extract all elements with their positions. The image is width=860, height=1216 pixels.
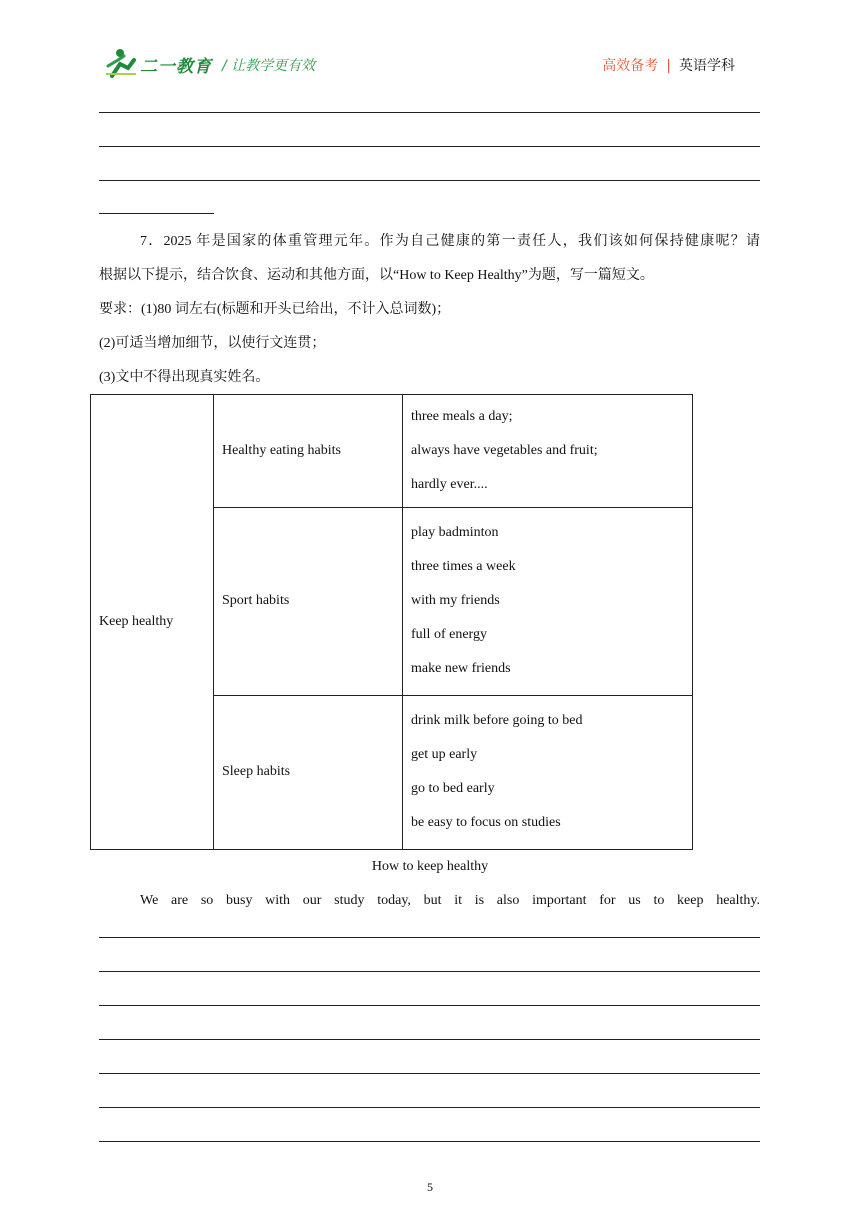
header-right: [602, 55, 735, 75]
list-item: get up early: [411, 747, 478, 763]
requirement-2: (2)可适当增加细节，以使行文连贯；: [99, 336, 326, 351]
row-label: Sport habits: [214, 508, 403, 695]
essay-title: How to keep healthy: [371, 859, 489, 874]
row-items: [403, 395, 693, 508]
requirement-3: (3)文中不得出现真实姓名。: [99, 370, 270, 385]
row-label: Healthy eating habits: [214, 395, 403, 508]
question-intro-line2: 根据以下提示，结合饮食、运动和其他方面，以“How to Keep Healthy”为题，写一篇短文。: [99, 268, 654, 283]
writing-line: [99, 1073, 760, 1074]
table-root-cell: Keep healthy: [91, 395, 214, 850]
question-number: 7．: [140, 234, 164, 249]
list-item: with my friends: [411, 593, 500, 609]
list-item: go to bed early: [411, 781, 495, 797]
list-item: be easy to focus on studies: [411, 815, 561, 831]
writing-line: [99, 1107, 760, 1108]
list-item: always have vegetables and fruit;: [411, 443, 598, 459]
list-item: three times a week: [411, 559, 516, 575]
answer-line: [99, 112, 760, 113]
page-number: 5: [427, 1180, 433, 1194]
row-label: Sleep habits: [214, 695, 403, 849]
header-separator: |: [666, 58, 671, 74]
list-item: play badminton: [411, 525, 499, 541]
page-header: [0, 0, 860, 90]
essay-opening: We are so busy with our study today, but it is also important for us to keep healthy.: [140, 893, 760, 908]
list-item: three meals a day;: [411, 409, 513, 425]
answer-line: [99, 180, 760, 181]
prompt-table: [90, 394, 693, 850]
writing-line: [99, 937, 760, 938]
row-items: [403, 508, 693, 695]
header-tag-subject: 英语学科: [679, 58, 735, 74]
list-item: drink milk before going to bed: [411, 713, 583, 729]
logo-text: 二一教育: [140, 57, 212, 77]
list-item: hardly ever....: [411, 477, 488, 493]
table-row: [91, 395, 693, 508]
question-intro-line1: [99, 225, 760, 259]
writing-line: [99, 1005, 760, 1006]
writing-line: [99, 1039, 760, 1040]
row-items: [403, 695, 693, 849]
writing-line: [99, 1141, 760, 1142]
header-slogan: / 让教学更有效: [222, 58, 316, 74]
header-tag-exam: 高效备考: [602, 58, 659, 74]
requirement-1: 要求：(1)80 词左右(标题和开头已给出，不计入总词数)；: [99, 302, 451, 317]
list-item: make new friends: [411, 661, 511, 677]
list-item: full of energy: [411, 627, 487, 643]
answer-line: [99, 146, 760, 147]
answer-line: [99, 213, 214, 214]
question-intro-text1: 2025 年是国家的体重管理元年。作为自己健康的第一责任人，我们该如何保持健康呢？请: [163, 234, 761, 249]
writing-line: [99, 971, 760, 972]
